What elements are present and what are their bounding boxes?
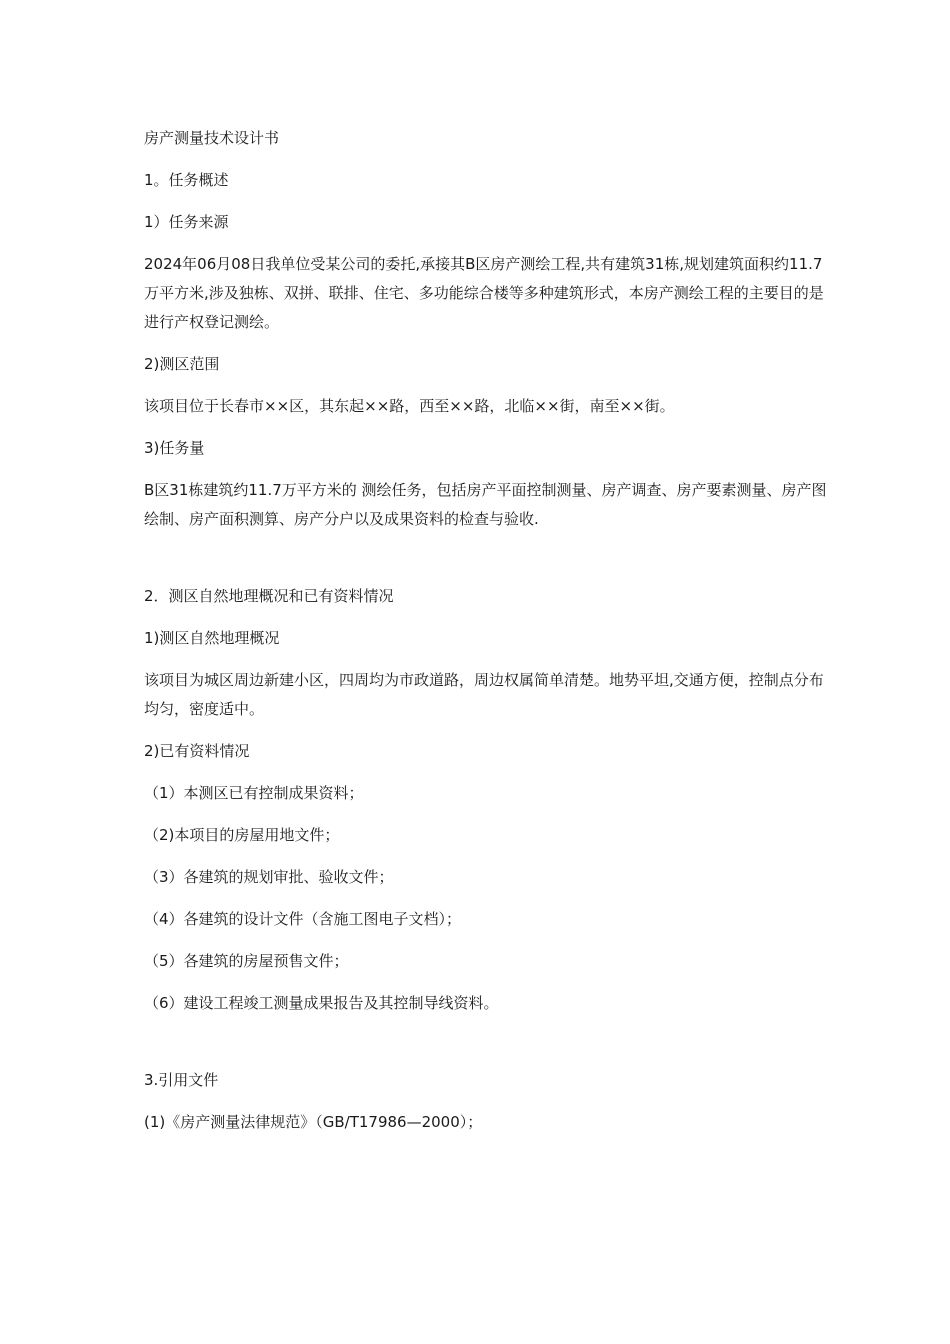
section-2-1-paragraph: 该项目为城区周边新建小区，四周均为市政道路，周边权属简单清楚。地势平坦,交通方便，控制点分布均匀，密度适中。 [144, 671, 824, 718]
section-2-heading: 2．测区自然地理概况和已有资料情况 [144, 587, 394, 605]
section-1-1-paragraph: 2024年06月08日我单位受某公司的委托,承接其B区房产测绘工程,共有建筑31栋,规划建筑面积约11.7万平方米,涉及独栋、双拼、联排、住宅、多功能综合楼等多种建筑形式，本房产测绘工程的主要目的是进行产权登记测绘。 [144, 255, 824, 331]
section-1-3-heading: 3)任务量 [144, 439, 205, 457]
list-item: （2)本项目的房屋用地文件； [144, 826, 340, 844]
list-item: （5）各建筑的房屋预售文件； [144, 952, 349, 970]
section-spacer [144, 547, 834, 582]
document-title: 房产测量技术设计书 [144, 129, 280, 147]
document-body [144, 124, 834, 1150]
section-1-1-heading: 1）任务来源 [144, 213, 229, 231]
reference-item: (1)《房产测量法律规范》（GB/T17986—2000）； [144, 1113, 483, 1131]
section-2-1-heading: 1)测区自然地理概况 [144, 629, 280, 647]
section-1-2-paragraph: 该项目位于长春市××区，其东起××路，西至××路，北临××街，南至××街。 [144, 397, 675, 415]
section-1-3-paragraph: B区31栋建筑约11.7万平方米的 测绘任务，包括房产平面控制测量、房产调查、房产要素测量、房产图绘制、房产面积测算、房产分户以及成果资料的检查与验收. [144, 481, 827, 528]
list-item: （1）本测区已有控制成果资料； [144, 784, 364, 802]
section-1-2-heading: 2)测区范围 [144, 355, 220, 373]
list-item: （4）各建筑的设计文件（含施工图电子文档）； [144, 910, 462, 928]
section-2-2-heading: 2)已有资料情况 [144, 742, 250, 760]
list-item: （6）建设工程竣工测量成果报告及其控制导线资料。 [144, 994, 499, 1012]
section-spacer [144, 1031, 834, 1066]
section-1-heading: 1。任务概述 [144, 171, 229, 189]
list-item: （3）各建筑的规划审批、验收文件； [144, 868, 394, 886]
section-3-heading: 3.引用文件 [144, 1071, 219, 1089]
